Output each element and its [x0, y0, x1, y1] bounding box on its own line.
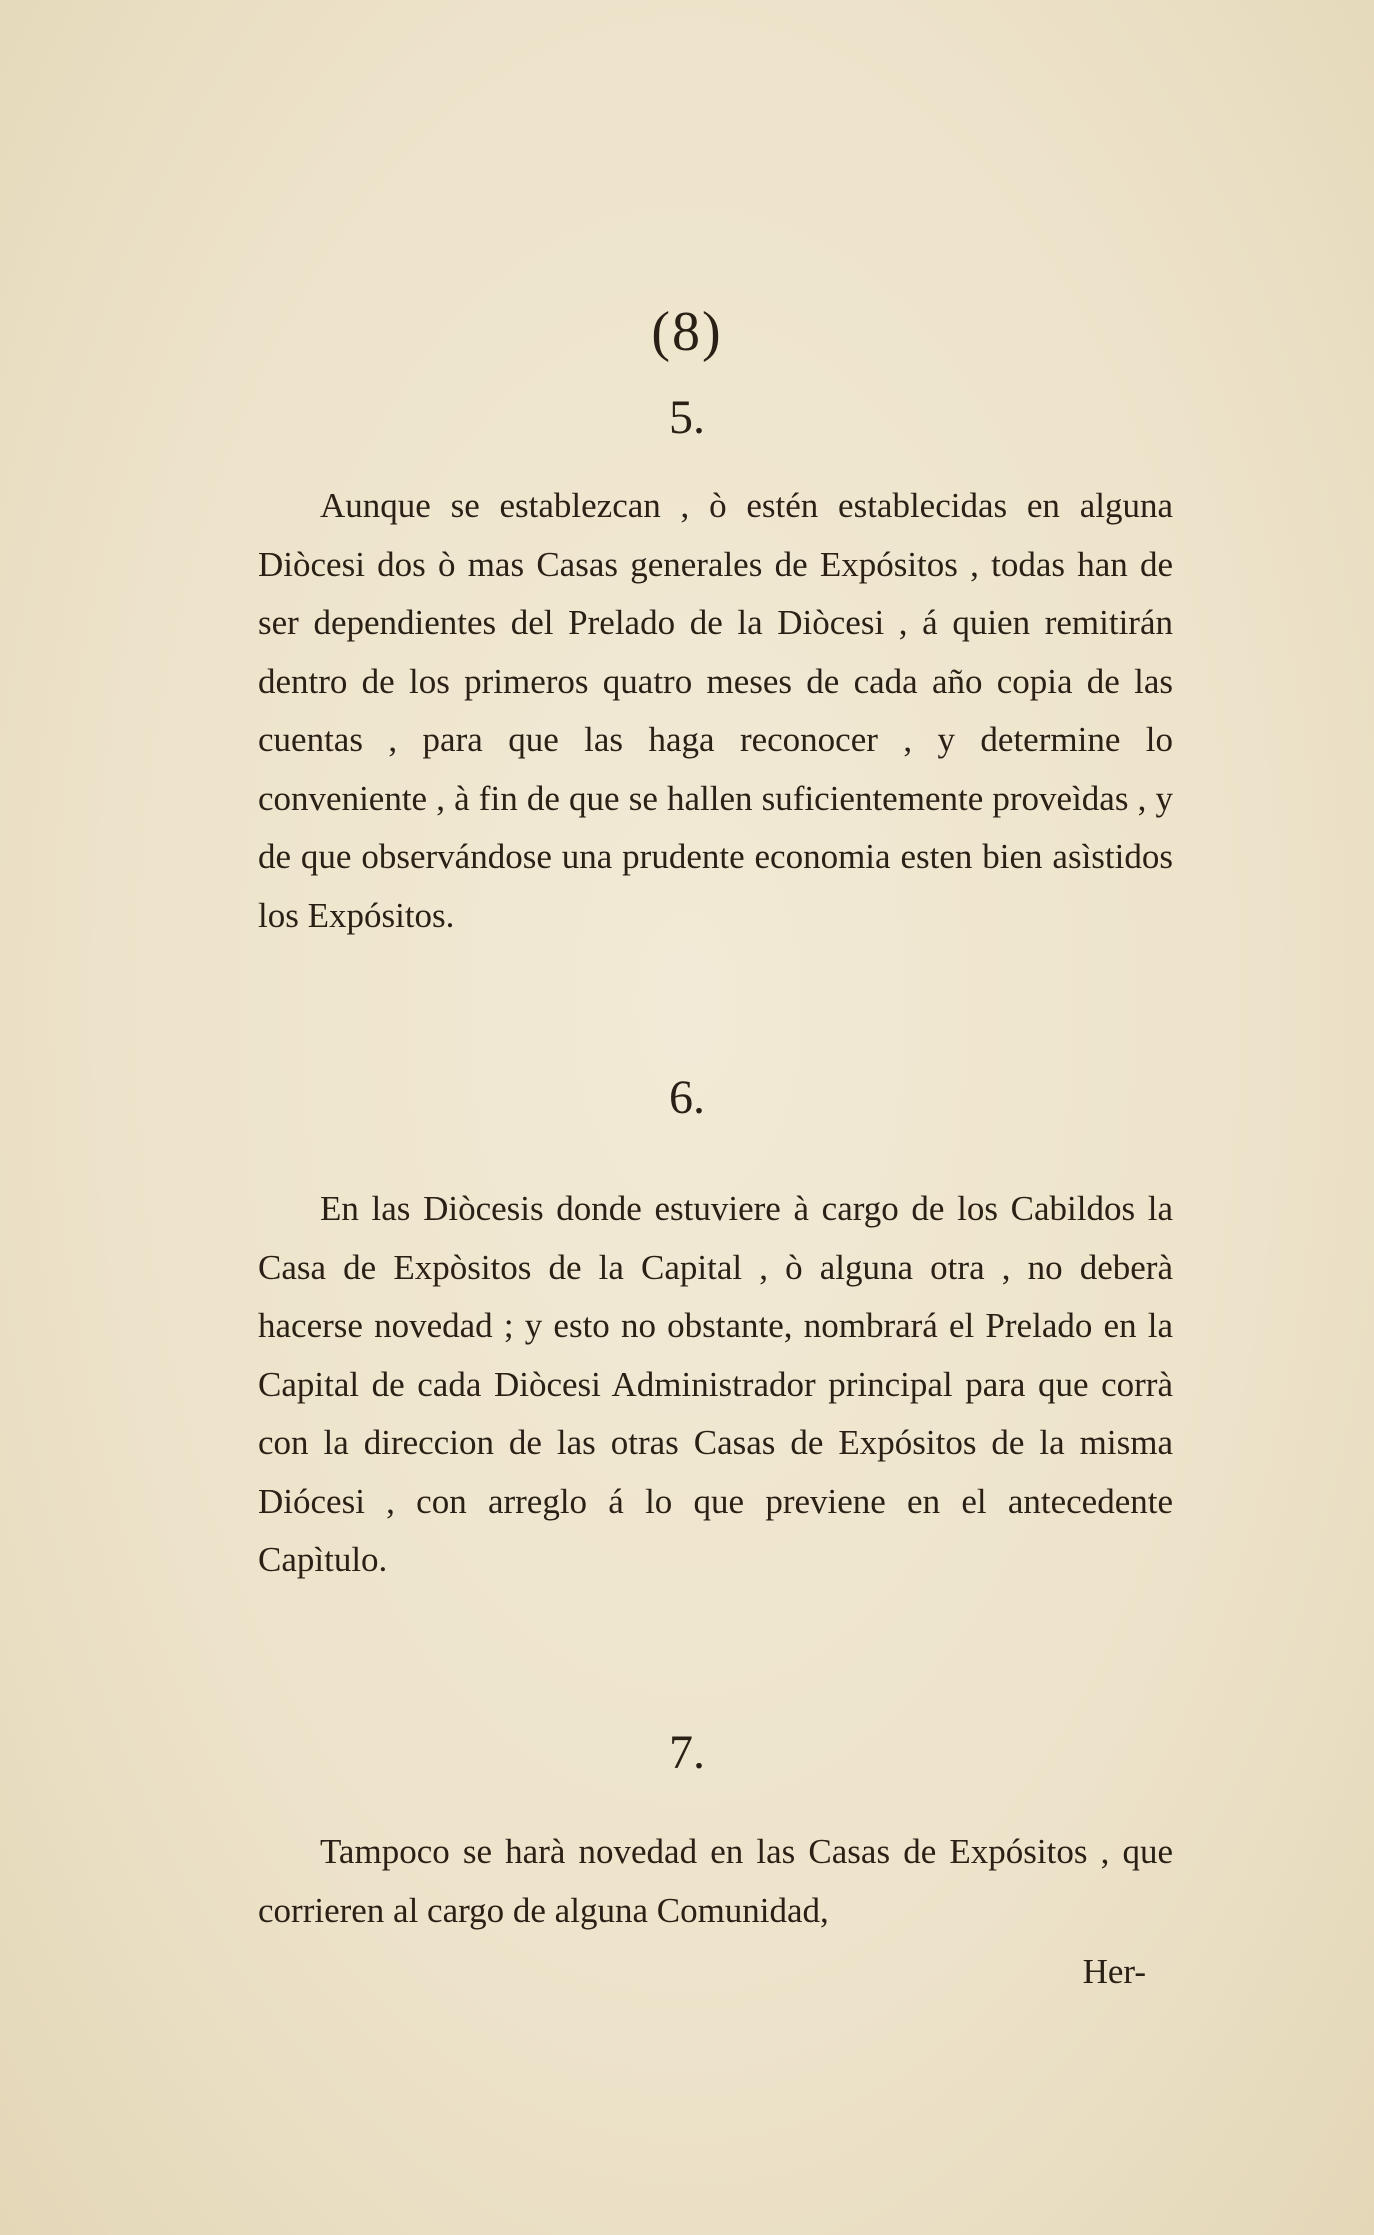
page-number: (8) [651, 301, 723, 363]
section-7-paragraph: Tampoco se harà novedad en las Casas de Expósitos , que corrieren al cargo de alguna Comunidad, [258, 1832, 1173, 1930]
section-5-paragraph: Aunque se establezcan , ò estén establecidas en alguna Diòcesi dos ò mas Casas generales de Expósitos , todas han de ser dependientes del Prelado de la Diòcesi , á quien remitirán dentro de los primeros quatro meses de cada año copia de las cuentas , para que las haga reconocer , y determine lo conveniente , à fin de que se hallen suficientemente proveìdas , y de que observándose una prudente economia esten bien asìstidos los Expósitos. [258, 486, 1173, 935]
section-number-5: 5. [669, 391, 705, 444]
section-6-paragraph: En las Diòcesis donde estuviere à cargo de los Cabildos la Casa de Expòsitos de la Capital , ò alguna otra , no deberà hacerse novedad ; y esto no obstante, nombrará el Prelado en la Capital de cada Diòcesi Administrador principal para que corrà con la direccion de las otras Casas de Expósitos de la misma Diócesi , con arreglo á lo que previene en el antecedente Capìtulo. [258, 1189, 1173, 1579]
catchword: Her- [1082, 1952, 1146, 1991]
section-number-6: 6. [669, 1071, 705, 1124]
section-number-7: 7. [669, 1726, 705, 1779]
